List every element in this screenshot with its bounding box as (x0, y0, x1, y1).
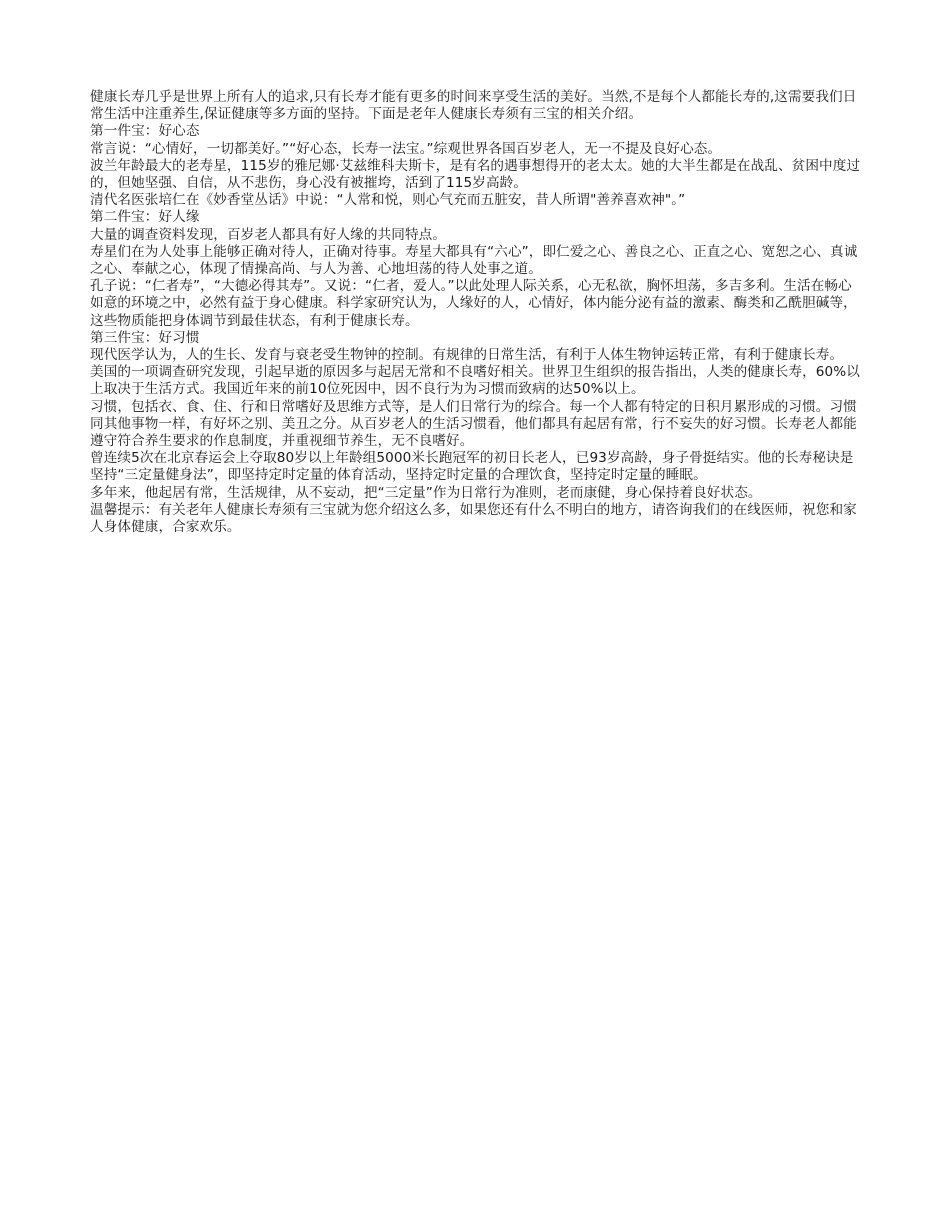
intro-paragraph: 健康长寿几乎是世界上所有人的追求,只有长寿才能有更多的时间来享受生活的美好。当然,不是每个人都能长寿的,这需要我们日常生活中注重养生,保证健康等多方面的坚持。下面是老年人健康长寿须有三宝的相关介绍。 (90, 89, 857, 123)
body-paragraph: 寿星们在为人处事上能够正确对待人，正确对待事。寿星大都具有“六心”，即仁爱之心、善良之心、正直之心、宽恕之心、真诚之心、奉献之心，体现了情操高尚、与人为善、心地坦荡的待人处事之道。 (90, 243, 858, 278)
section-heading-good-habits: 第三件宝：好习惯 (90, 329, 200, 346)
section-heading-good-relations: 第二件宝：好人缘 (90, 209, 200, 226)
body-paragraph: 波兰年龄最大的老寿星，115岁的雅尼娜·艾兹维科夫斯卡，是有名的遇事想得开的老太太。她的大半生都是在战乱、贫困中度过的，但她坚强、自信，从不悲伤，身心没有被摧垮，活到了115岁高龄。 (90, 157, 861, 192)
body-paragraph: 孔子说：“仁者寿”，“大德必得其寿”。又说：“仁者，爱人。”以此处理人际关系，心无私欲，胸怀坦荡，多吉多利。生活在畅心如意的环境之中，必然有益于身心健康。科学家研究认为，人缘好的人，心情好，体内能分泌有益的激素、酶类和乙酰胆碱等，这些物质能把身体调节到最佳状态，有利于健康长寿。 (90, 278, 857, 329)
body-paragraph: 曾连续5次在北京春运会上夺取80岁以上年龄组5000米长跑冠军的初日长老人，已93岁高龄，身子骨挺结实。他的长寿秘诀是坚持“三定量健身法”，即坚持定时定量的体育活动，坚持定时定量的合理饮食，坚持定时定量的睡眠。 (90, 450, 854, 484)
body-paragraph: 常言说：“心情好，一切都美好。”“好心态，长寿一法宝。”综观世界各国百岁老人，无一不提及良好心态。 (90, 140, 722, 157)
body-paragraph: 美国的一项调查研究发现，引起早逝的原因多与起居无常和不良嗜好相关。世界卫生组织的报告指出，人类的健康长寿，60%以上取决于生活方式。我国近年来的前10位死因中，因不良行为为习惯而致病的达50%以上。 (90, 364, 860, 398)
body-paragraph: 清代名医张培仁在《妙香堂丛话》中说：“人常和悦，则心气充而五脏安，昔人所谓"善养喜欢神"。” (90, 192, 686, 209)
closing-tip-paragraph: 温馨提示：有关老年人健康长寿须有三宝就为您介绍这么多，如果您还有什么不明白的地方，请咨询我们的在线医师，祝您和家人身体健康，合家欢乐。 (90, 501, 857, 536)
article-body (90, 89, 865, 536)
section-heading-good-mood: 第一件宝：好心态 (90, 123, 200, 140)
body-paragraph: 大量的调查资料发现，百岁老人都具有好人缘的共同特点。 (90, 226, 447, 243)
body-paragraph: 现代医学认为，人的生长、发育与衰老受生物钟的控制。有规律的日常生活，有利于人体生物钟运转正常，有利于健康长寿。 (90, 347, 844, 364)
body-paragraph: 多年来，他起居有常，生活规律，从不妄动，把“三定量”作为日常行为准则，老而康健，身心保持着良好状态。 (90, 484, 762, 501)
body-paragraph: 习惯，包括衣、食、住、行和日常嗜好及思维方式等，是人们日常行为的综合。每一个人都有特定的日积月累形成的习惯。习惯同其他事物一样，有好坏之别、美丑之分。从百岁老人的生活习惯看，他们都具有起居有常，行不妄失的好习惯。长寿老人都能遵守符合养生要求的作息制度，并重视细节养生，无不良嗜好。 (90, 398, 857, 450)
